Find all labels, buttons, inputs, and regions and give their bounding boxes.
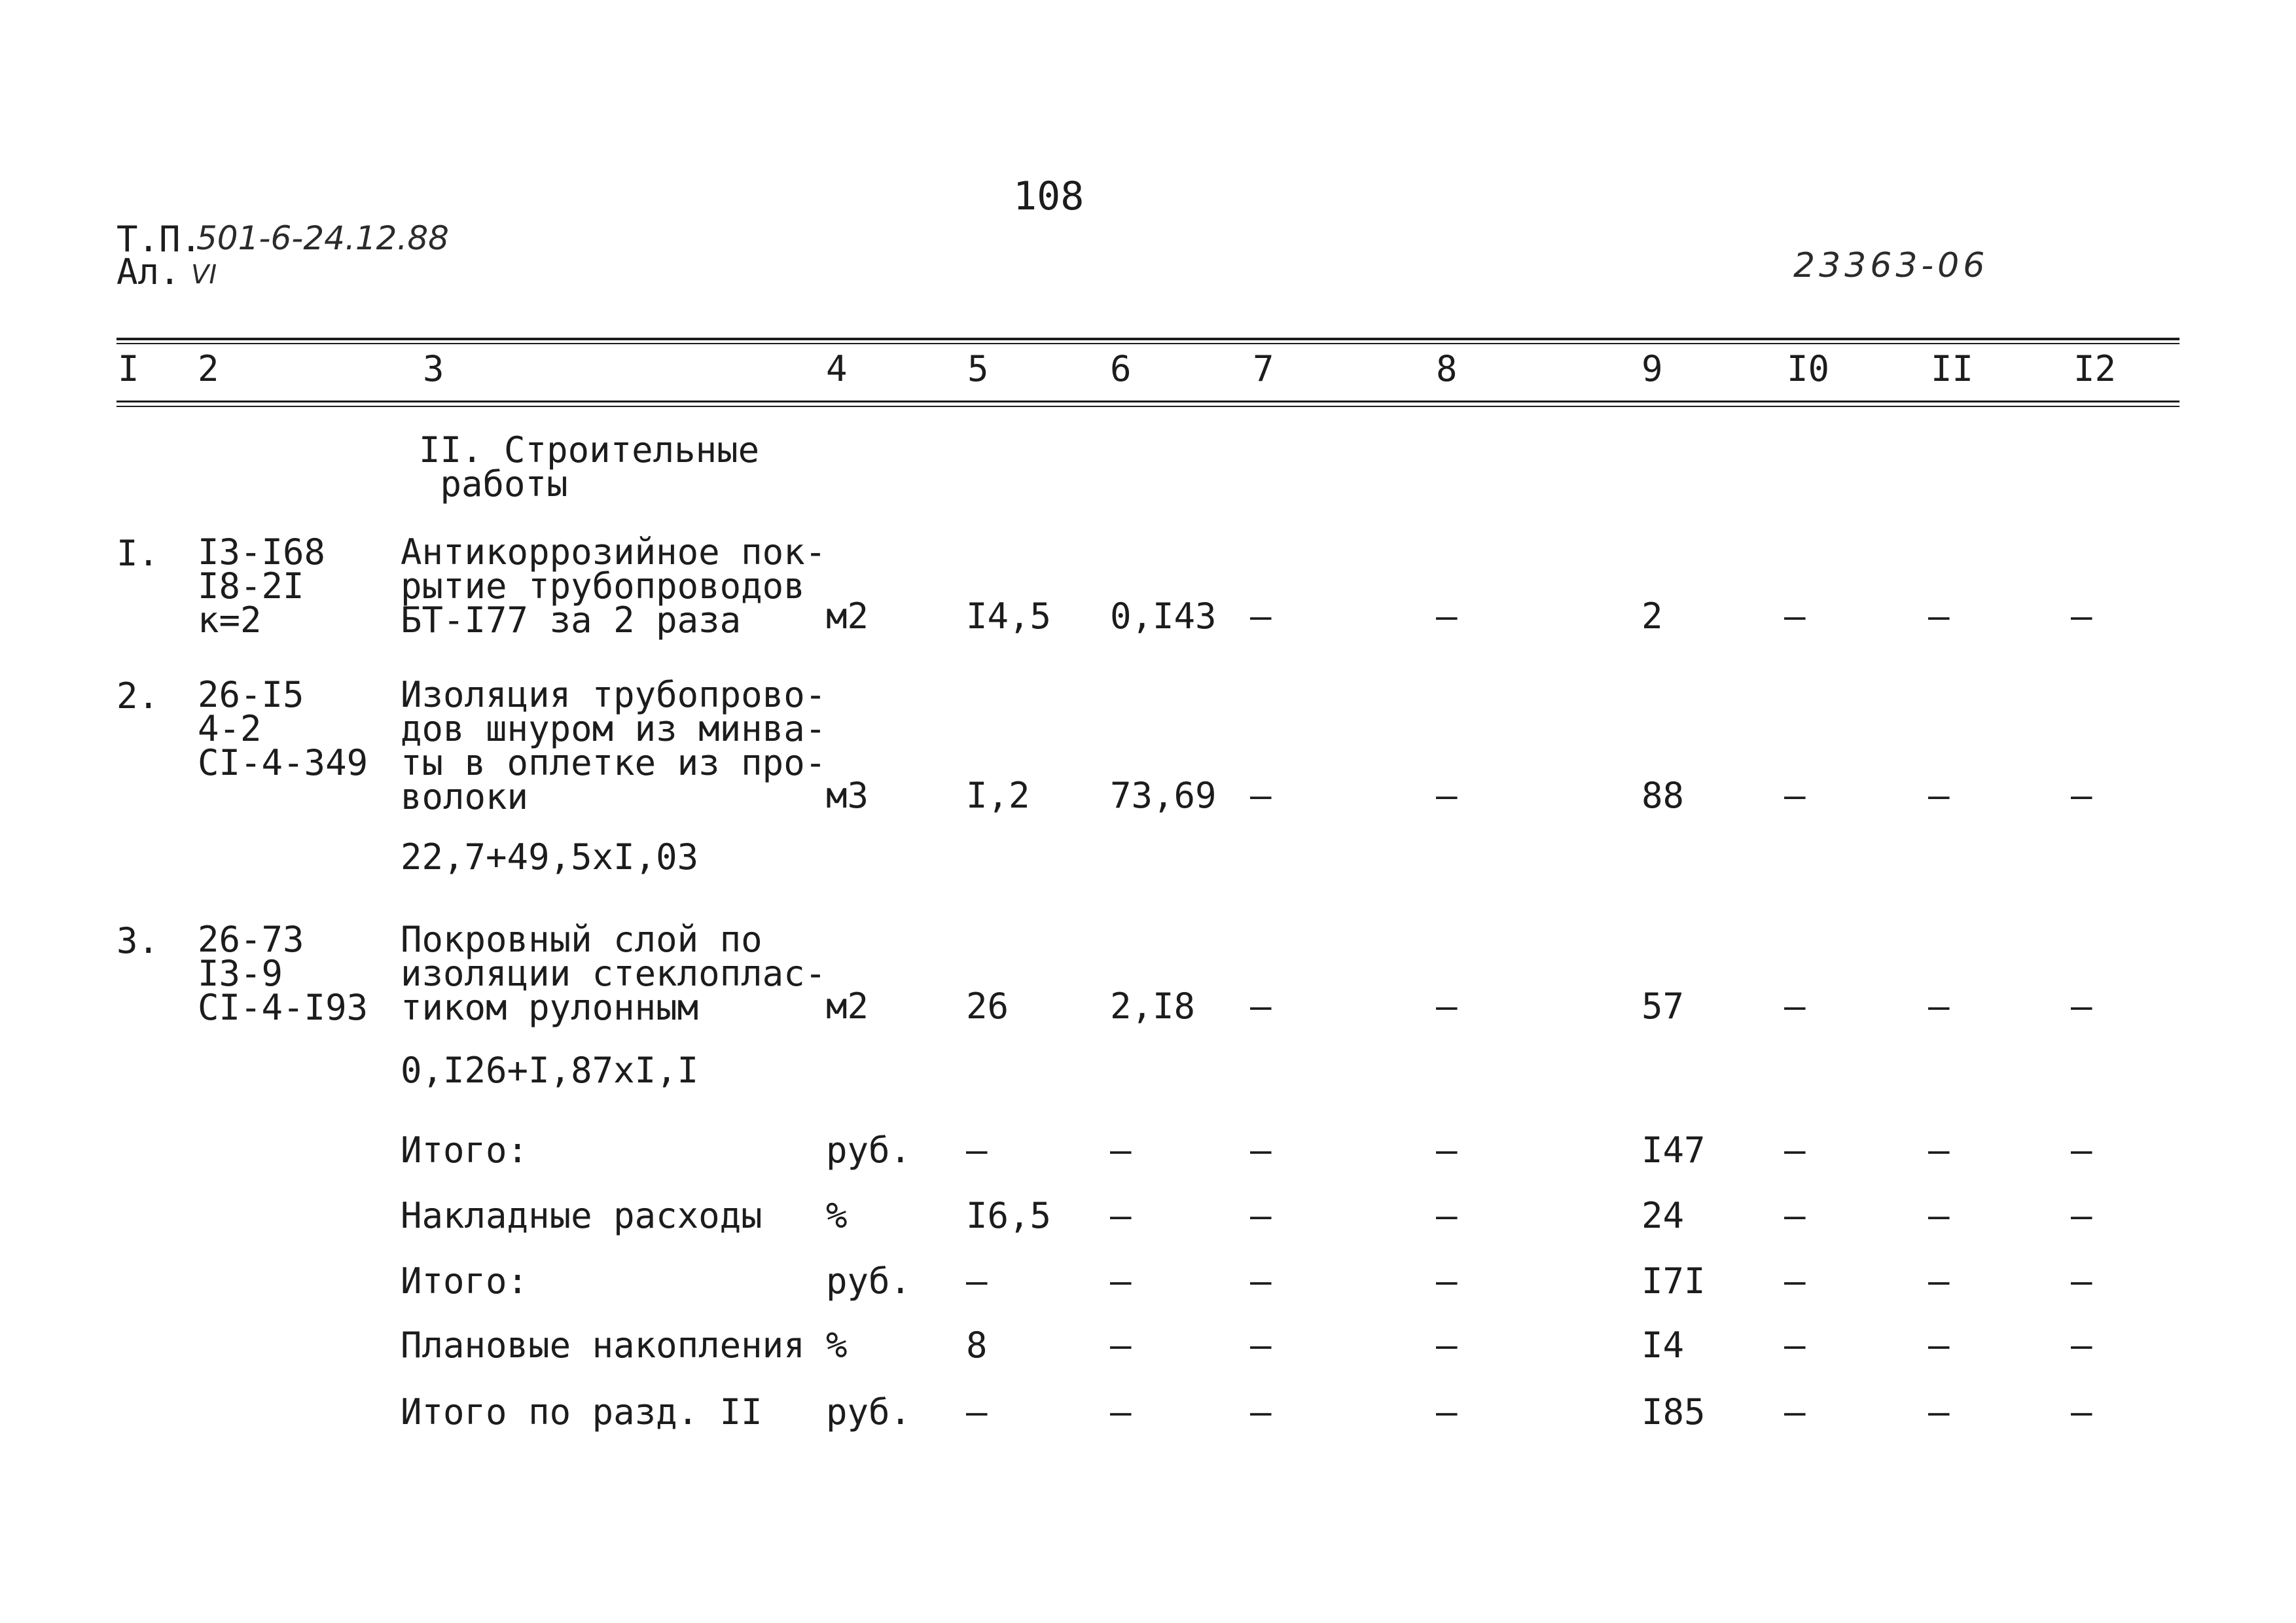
table-top-rule (117, 338, 2179, 340)
total-1-label: Итого: (401, 1130, 529, 1171)
table-header-rule-thin (117, 406, 2179, 407)
column-header-4: 4 (826, 348, 848, 389)
total-1-col5: – (966, 1130, 988, 1171)
row-2-col8: – (1436, 775, 1458, 816)
column-header-6: 6 (1110, 348, 1132, 389)
total-4-col10: – (1784, 1325, 1806, 1366)
row-2-col6: 73,69 (1110, 775, 1217, 816)
row-2-col9: 88 (1641, 775, 1685, 816)
total-2-col12: – (2071, 1195, 2092, 1236)
column-header-2: 2 (198, 348, 219, 389)
total-5-col8: – (1436, 1391, 1458, 1433)
row-1-col8: – (1436, 596, 1458, 637)
total-3-col5: – (966, 1260, 988, 1302)
row-3-number: 3. (117, 920, 160, 961)
total-1-col6: – (1110, 1130, 1132, 1171)
total-5-col7: – (1250, 1391, 1272, 1433)
total-5-unit: руб. (826, 1391, 912, 1433)
row-2-number: 2. (117, 675, 160, 717)
column-header-3: 3 (423, 348, 444, 389)
total-1-col7: – (1250, 1130, 1272, 1171)
total-5-col6: – (1110, 1391, 1132, 1433)
total-3-label: Итого: (401, 1260, 529, 1302)
total-5-col9: I85 (1641, 1391, 1706, 1433)
row-1-name: Антикоррозийное пок- рытие трубопроводов БТ-I77 за 2 раза (401, 531, 827, 641)
project-prefix: Т.П. (117, 219, 202, 260)
total-4-col5: 8 (966, 1325, 988, 1366)
row-2-name: Изоляция трубопрово- дов шнуром из минва- ты в оплетке из про- волоки (401, 674, 827, 817)
row-2-code: 26-I5 4-2 CI-4-349 (198, 674, 368, 783)
row-2-col12: – (2071, 775, 2092, 816)
row-1-number: I. (117, 533, 160, 574)
total-1-col9: I47 (1641, 1130, 1706, 1171)
total-2-label: Накладные расходы (401, 1195, 762, 1236)
total-3-col11: – (1928, 1260, 1950, 1302)
column-header-12: I2 (2073, 348, 2117, 389)
total-2-col9: 24 (1641, 1195, 1685, 1236)
row-3-code: 26-73 I3-9 CI-4-I93 (198, 919, 368, 1028)
row-3-col10: – (1784, 986, 1806, 1027)
column-header-7: 7 (1253, 348, 1274, 389)
total-2-col6: – (1110, 1195, 1132, 1236)
row-3-formula: 0,I26+I,87xI,I (401, 1050, 699, 1091)
table-header-rule (117, 401, 2179, 402)
project-code: 501-6-24.12.88 (196, 219, 449, 257)
row-1-col9: 2 (1641, 596, 1663, 637)
row-3-col9: 57 (1641, 986, 1685, 1027)
total-4-unit: % (826, 1325, 848, 1366)
total-4-col7: – (1250, 1325, 1272, 1366)
total-4-col8: – (1436, 1325, 1458, 1366)
total-1-col11: – (1928, 1130, 1950, 1171)
total-2-unit: % (826, 1195, 848, 1236)
row-1-col5: I4,5 (966, 596, 1052, 637)
total-3-col10: – (1784, 1260, 1806, 1302)
total-5-col10: – (1784, 1391, 1806, 1433)
total-1-col12: – (2071, 1130, 2092, 1171)
total-4-col12: – (2071, 1325, 2092, 1366)
total-1-col8: – (1436, 1130, 1458, 1171)
total-3-col12: – (2071, 1260, 2092, 1302)
column-header-10: I0 (1787, 348, 1830, 389)
column-header-9: 9 (1641, 348, 1663, 389)
row-1-unit: м2 (826, 596, 869, 637)
total-4-col11: – (1928, 1325, 1950, 1366)
row-1-col6: 0,I43 (1110, 596, 1217, 637)
total-4-col6: – (1110, 1325, 1132, 1366)
total-2-col11: – (1928, 1195, 1950, 1236)
total-2-col7: – (1250, 1195, 1272, 1236)
row-2-col10: – (1784, 775, 1806, 816)
total-5-col11: – (1928, 1391, 1950, 1433)
total-5-col12: – (2071, 1391, 2092, 1433)
row-3-col6: 2,I8 (1110, 986, 1196, 1027)
total-2-col10: – (1784, 1195, 1806, 1236)
total-1-col10: – (1784, 1130, 1806, 1171)
row-1-col7: – (1250, 596, 1272, 637)
row-3-unit: м2 (826, 986, 869, 1027)
row-3-col12: – (2071, 986, 2092, 1027)
table-top-rule-thin (117, 343, 2179, 344)
document-number: 23363-06 (1793, 246, 1989, 285)
total-3-col7: – (1250, 1260, 1272, 1302)
row-1-col12: – (2071, 596, 2092, 637)
column-header-5: 5 (967, 348, 989, 389)
total-1-unit: руб. (826, 1130, 912, 1171)
total-3-col6: – (1110, 1260, 1132, 1302)
total-3-col9: I7I (1641, 1260, 1706, 1302)
album-number: VI (191, 260, 217, 290)
total-2-col8: – (1436, 1195, 1458, 1236)
column-header-11: II (1931, 348, 1974, 389)
row-1-code: I3-I68 I8-2I к=2 (198, 531, 326, 641)
page-number: 108 (1013, 173, 1085, 219)
row-3-col8: – (1436, 986, 1458, 1027)
total-4-col9: I4 (1641, 1325, 1685, 1366)
row-2-unit: м3 (826, 775, 869, 816)
total-2-col5: I6,5 (966, 1195, 1052, 1236)
total-5-col5: – (966, 1391, 988, 1433)
total-5-label: Итого по разд. II (401, 1391, 762, 1433)
column-header-8: 8 (1436, 348, 1458, 389)
row-2-formula: 22,7+49,5xI,03 (401, 836, 699, 878)
row-2-col5: I,2 (966, 775, 1030, 816)
album-prefix: Ал. (117, 251, 181, 293)
section-title: II. Строительные работы (419, 429, 760, 505)
total-4-label: Плановые накопления (401, 1325, 805, 1366)
total-3-unit: руб. (826, 1260, 912, 1302)
row-1-col11: – (1928, 596, 1950, 637)
row-3-col7: – (1250, 986, 1272, 1027)
column-header-1: I (118, 348, 139, 389)
row-1-col10: – (1784, 596, 1806, 637)
total-3-col8: – (1436, 1260, 1458, 1302)
row-2-col11: – (1928, 775, 1950, 816)
row-2-col7: – (1250, 775, 1272, 816)
row-3-col11: – (1928, 986, 1950, 1027)
row-3-name: Покровный слой по изоляции стеклоплас- тиком рулонным (401, 919, 827, 1028)
row-3-col5: 26 (966, 986, 1009, 1027)
